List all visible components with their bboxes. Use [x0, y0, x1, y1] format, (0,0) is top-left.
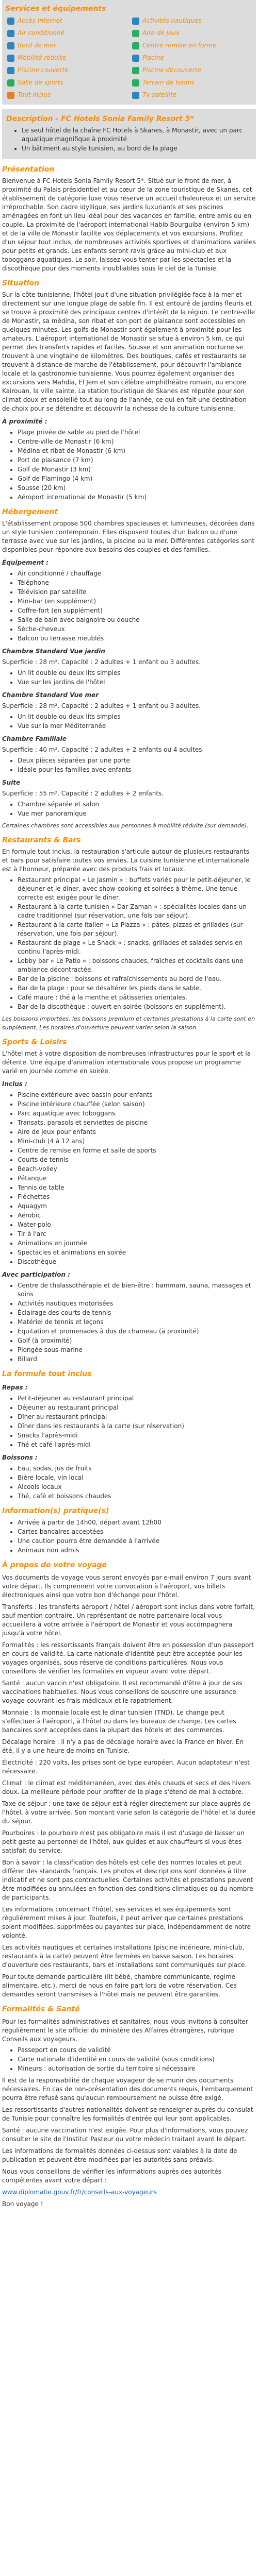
- service-label: Piscine découverte: [142, 66, 201, 74]
- situation-item: • Centre-ville de Monastir (6 km): [18, 437, 256, 446]
- service-item: [7, 41, 126, 50]
- description-item: • Un bâtiment au style tunisien, au bord de la plage: [22, 144, 252, 153]
- service-item: [132, 41, 251, 50]
- room-bullets: [18, 800, 256, 818]
- beach-icon: [7, 42, 14, 49]
- repas-item: • Thé et café l'après-midi: [18, 1440, 256, 1449]
- restauration-item: • Bar de la plage : pour se désaltérer les pieds dans le sable.: [18, 984, 256, 993]
- room-bullet-item: • Coffre-fort (en supplément): [18, 606, 256, 615]
- info-item: • Cartes bancaires acceptées: [18, 1528, 256, 1536]
- section-apropos: [2, 1560, 256, 1999]
- info-item: • Animaux non admis: [18, 1546, 256, 1555]
- sports-inclus-item: • Courts de tennis: [18, 1156, 256, 1164]
- restauration-item: • Restaurant de plage « Le Snack » : snacks, grillades et salades servis en continu l'après-midi.: [18, 939, 256, 956]
- section-presentation: [2, 164, 256, 273]
- restauration-bullets: [18, 876, 256, 1011]
- description-heading: Description - FC Hotels Sonia Family Resort 5*: [6, 115, 194, 123]
- service-item: [7, 29, 126, 38]
- sports-heading: Sports & Loisirs: [2, 1038, 67, 1046]
- repas-item: • Petit-déjeuner au restaurant principal: [18, 1394, 256, 1403]
- hebergement-heading: Hébergement: [2, 508, 58, 516]
- restauration-item: • Restaurant principal « Le Jasmin » : buffets variés pour le petit-déjeuner, le déjeuner et le dîner, avec show-cooking et soirées à thème. Une tenue correcte est exigée pour le dîner.: [18, 876, 256, 902]
- apropos-p9: Taxe de séjour : une taxe de séjour est à régler directement sur place auprès de l'hôtel, à votre arrivée. Son montant varie selon la catégorie de l'hôtel et la durée du séjour.: [2, 1800, 256, 1825]
- description-panel: [2, 109, 256, 159]
- repas-item: • Snacks l'après-midi: [18, 1431, 256, 1440]
- room-bullets: [18, 756, 256, 774]
- restauration-item: • Lobby bar « Le Patio » : boissons chaudes, fraîches et cocktails dans une ambiance décontractée.: [18, 957, 256, 974]
- description-bullets: [22, 126, 252, 153]
- tout-inclus-sub-repas: Repas :: [2, 1384, 28, 1391]
- rooms-list: [2, 558, 256, 818]
- outdoor-pool-icon: [132, 67, 139, 74]
- room-title: Chambre Standard Vue jardin: [2, 648, 105, 655]
- apropos-p14: Pour toute demande particulière (lit bébé, chambre communicante, régime alimentaire, etc.), merci de nous en faire part lors de votre réservation. Ces demandes seront transmises à l'hôtel mais ne peuvent être garanties.: [2, 1973, 237, 1998]
- restauration-item: • Restaurant à la carte italien « La Piazza » : pâtes, pizzas et grillades (sur réservation, une fois par séjour).: [18, 921, 256, 938]
- formalites-heading: Formalités & Santé: [2, 2005, 80, 2013]
- situation-item: • Golf de Monastir (3 km): [18, 465, 256, 474]
- sports-inclus-item: • Mini-club (4 à 12 ans): [18, 1137, 256, 1146]
- sports-payant-item: • Centre de thalassothérapie et de bien-être : hammam, sauna, massages et soins: [18, 1281, 256, 1299]
- hebergement-footnote: Certaines chambres sont accessibles aux personnes à mobilité réduite (sur demande).: [2, 822, 249, 829]
- sports-inclus-item: • Transats, parasols et serviettes de piscine: [18, 1118, 256, 1127]
- section-sports: [2, 1037, 256, 1364]
- sports-inclus-item: • Tir à l'arc: [18, 1230, 256, 1239]
- playground-icon: [132, 30, 139, 37]
- boissons-item: • Thé, café et boissons chaudes: [18, 1492, 256, 1501]
- formalites-p3: Les ressortissants d'autres nationalités doivent se renseigner auprès du consulat de Tunisie pour connaître les formalités d'entrée qui leur sont applicables.: [2, 2106, 253, 2122]
- apropos-p2: Transferts : les transferts aéroport / hôtel / aéroport sont inclus dans votre forfait, sauf mention contraire. Un représentant de notre partenaire local vous accueillera à votre arrivée à l'aéroport de Monastir et vous accompagnera jusqu'à votre hôtel.: [2, 1603, 255, 1637]
- room-bullet-item: • Balcon ou terrasse meublés: [18, 634, 256, 643]
- apropos-p8: Climat : le climat est méditerranéen, avec des étés chauds et secs et des hivers doux. La meilleure période pour profiter de la plage s'étend de mai à octobre.: [2, 1780, 251, 1795]
- situation-subheading: À proximité :: [2, 418, 47, 425]
- sports-inclus-item: • Tennis de table: [18, 1183, 256, 1192]
- situation-heading: Situation: [2, 279, 40, 287]
- sports-payant-item: • Plongée sous-marine: [18, 1346, 256, 1354]
- service-label: Tout inclus: [18, 91, 51, 98]
- service-item: [132, 29, 251, 38]
- tout-inclus-repas-bullets: [18, 1394, 256, 1449]
- service-label: Mobilité réduite: [18, 54, 67, 61]
- sports-inclus-item: • Animations en journée: [18, 1239, 256, 1248]
- formalites-item: • Carte nationale d'identité en cours de validité (sous conditions): [18, 2055, 256, 2064]
- tout-inclus-boissons-bullets: [18, 1464, 256, 1501]
- all-inclusive-icon: [7, 92, 14, 99]
- nautical-icon: [132, 18, 139, 25]
- service-label: Salle de sports: [18, 79, 63, 86]
- room-bullet-item: • Sèche-cheveux: [18, 625, 256, 634]
- situation-item: • Aéroport international de Monastir (5 km): [18, 493, 256, 502]
- service-item: [132, 54, 251, 62]
- boissons-item: • Alcools locaux: [18, 1483, 256, 1492]
- sports-payant-item: • Billard: [18, 1355, 256, 1364]
- section-hebergement: [2, 507, 256, 830]
- tout-inclus-sub-boissons: Boissons :: [2, 1454, 38, 1461]
- accessibility-icon: [7, 55, 14, 62]
- situation-item: • Plage privée de sable au pied de l'hôtel: [18, 428, 256, 437]
- room-bullet-item: • Vue sur les jardins de l'hôtel: [18, 678, 256, 687]
- service-item: [7, 66, 126, 75]
- apropos-p4: Santé : aucun vaccin n'est obligatoire. Il est recommandé d'être à jour de ses vaccinations habituelles. Nous vous conseillons de souscrire une assurance voyage couvrant les frais médicaux et le rapatriement.: [2, 1680, 243, 1704]
- room-bullet-item: • Idéale pour les familles avec enfants: [18, 766, 256, 774]
- section-restauration: [2, 835, 256, 1032]
- service-label: Piscine couverte: [18, 66, 69, 74]
- restauration-text: En formule tout inclus, la restauration s'articule autour de plusieurs restaurants et bars pour satisfaire toutes vos envies. La cuisine tunisienne et internationale est à l'honneur, préparée avec des produits frais et locaux.: [2, 848, 249, 873]
- tennis-icon: [132, 79, 139, 87]
- formalites-p5: Les informations de formalités données ci-dessus sont valables à la date de publication et peuvent être modifiées par les autorités sans préavis.: [2, 2147, 237, 2163]
- apropos-p5: Monnaie : la monnaie locale est le dinar tunisien (TND). Le change peut s'effectuer à l'aéroport, à l'hôtel ou dans les bureaux de change. Les cartes bancaires sont acceptées dans la plupart des hôtels et des commerces.: [2, 1709, 236, 1734]
- situation-item: • Sousse (20 km): [18, 484, 256, 493]
- sports-payant-item: • Éclairage des courts de tennis: [18, 1309, 256, 1317]
- service-label: Activités nautiques: [142, 17, 202, 24]
- presentation-heading: Présentation: [2, 165, 55, 174]
- formalites-p6: Nous vous conseillons de vérifier les informations auprès des autorités compétentes avant votre départ :: [2, 2168, 222, 2184]
- room-bullet-item: • Chambre séparée et salon: [18, 800, 256, 809]
- room-bullet-item: • Mini-bar (en supplément): [18, 597, 256, 606]
- service-label: Bord de mer: [18, 42, 56, 49]
- room-bullet-item: • Air conditionné / chauffage: [18, 569, 256, 578]
- gym-icon: [7, 79, 14, 87]
- room-bullets: [18, 669, 256, 687]
- room-bullet-item: • Télévision par satellite: [18, 588, 256, 597]
- formalites-p4: Santé : aucune vaccination n'est exigée. Pour plus d'informations, vous pouvez consulter le site de l'Institut Pasteur ou votre médecin traitant avant le départ.: [2, 2127, 248, 2143]
- section-formalites: [2, 2004, 256, 2209]
- service-label: Aire de jeux: [142, 29, 180, 37]
- info-item: • Une caution pourra être demandée à l'arrivée: [18, 1537, 256, 1546]
- room-bullets: [18, 713, 256, 731]
- apropos-p6: Décalage horaire : il n'y a pas de décalage horaire avec la France en hiver. En été, il y a une heure de moins en Tunisie.: [2, 1738, 244, 1754]
- apropos-p7: Électricité : 220 volts, les prises sont de type européen. Aucun adaptateur n'est nécessaire.: [2, 1759, 250, 1775]
- sports-inclus-item: • Parc aquatique avec toboggans: [18, 1109, 256, 1118]
- fitness-icon: [132, 42, 139, 49]
- sports-payant-item: • Activités nautiques motorisées: [18, 1299, 256, 1308]
- restauration-item: • Bar de la discothèque : ouvert en soirée (boissons en supplément).: [18, 1003, 256, 1011]
- apropos-p13: Les activités nautiques et certaines installations (piscine intérieure, mini-club, restaurants à la carte) peuvent être fermées en basse saison. Les horaires d'ouverture des restaurants, bars et installations sont communiqués sur place.: [2, 1944, 247, 1969]
- apropos-p3: Formalités : les ressortissants français doivent être en possession d'un passeport en cours de validité. La carte nationale d'identité peut être acceptée pour les voyages organisés, sous réserve de conditions particulières. Nous vous conseillons de vérifier les formalités en vigueur avant votre départ.: [2, 1641, 254, 1675]
- room-bullet-item: • Vue mer panoramique: [18, 809, 256, 818]
- situation-item: • Golf de Flamingo (4 km): [18, 474, 256, 483]
- situation-item: • Port de plaisance (7 km): [18, 456, 256, 465]
- services-panel: [2, 0, 256, 105]
- services-title: Services et équipements: [5, 5, 106, 13]
- service-item: [7, 78, 126, 87]
- room-title: Équipement :: [2, 559, 49, 566]
- service-item: [132, 78, 251, 87]
- room-bullet-item: • Salle de bain avec baignoire ou douche: [18, 616, 256, 624]
- info-heading: Information(s) pratique(s): [2, 1507, 109, 1515]
- sports-inclus-item: • Discothèque: [18, 1258, 256, 1266]
- section-info: [2, 1506, 256, 1555]
- sports-payant-item: • Golf (à proximité): [18, 1336, 256, 1345]
- room-text: Superficie : 55 m². Capacité : 2 adultes + 2 enfants.: [2, 790, 164, 797]
- description-item: • Le seul hôtel de la chaîne FC Hotels à Skanes, à Monastir, avec un parc aquatique magnifique à proximité: [22, 126, 252, 144]
- restauration-item: • Bar de la piscine : boissons et rafraîchissements au bord de l'eau.: [18, 975, 256, 984]
- pool-icon: [132, 55, 139, 62]
- formalites-p7: Bon voyage !: [2, 2200, 43, 2208]
- sports-inclus-item: • Piscine intérieure chauffée (selon saison): [18, 1100, 256, 1109]
- sports-sub-payant: Avec participation :: [2, 1271, 70, 1278]
- sports-inclus-item: • Pétanque: [18, 1174, 256, 1183]
- situation-bullets: [18, 428, 256, 502]
- room-text: Superficie : 28 m². Capacité : 2 adultes + 1 enfant ou 3 adultes.: [2, 702, 201, 709]
- sports-payant-item: • Équitation et promenades à dos de chameau (à proximité): [18, 1327, 256, 1336]
- repas-item: • Déjeuner au restaurant principal: [18, 1403, 256, 1412]
- sports-text: L'hôtel met à votre disposition de nombreuses infrastructures pour le sport et la détente. Une équipe d'animation internationale vous propose un programme varié en journée comme en soirée.: [2, 1050, 251, 1075]
- restauration-heading: Restaurants & Bars: [2, 836, 81, 844]
- internet-icon: [7, 18, 14, 25]
- room-bullet-item: • Vue sur la mer Méditerranée: [18, 722, 256, 731]
- room-bullet-item: • Téléphone: [18, 579, 256, 587]
- formalites-link[interactable]: www.diplomatie.gouv.fr/fr/conseils-aux-voyageurs: [2, 2189, 157, 2196]
- presentation-text: Bienvenue à FC Hotels Sonia Family Resort 5*. Situé sur le front de mer, à proximité du Palais présidentiel et au cœur de la zone touristique de Skanes, cet établissement de catégorie luxe vous réserve un accueil chaleureux et un service irréprochable. Son cadre idyllique, ses jardins luxuriants et ses piscines aménagées en font un lieu idéal pour des vacances en famille, entre amis ou en couple. La proximité de l'aéroport international Habib Bourguiba (environ 5 km) et de la ville de Monastir facilite vos déplacements et vos excursions. Profitez d'un séjour tout inclus, de nombreuses activités sportives et d'animations variées pour petits et grands. Les enfants seront ravis grâce au mini-club et aux toboggans aquatiques. Le soir, laissez-vous tenter par les spectacles et la discothèque pour des moments inoubliables sous le ciel de la Tunisie.: [2, 177, 256, 272]
- service-label: Accès Internet: [18, 17, 62, 24]
- sports-payant-item: • Matériel de tennis et leçons: [18, 1318, 256, 1327]
- restauration-item: • Café maure : thé à la menthe et pâtisseries orientales.: [18, 993, 256, 1002]
- apropos-p10: Pourboires : le pourboire n'est pas obligatoire mais il est d'usage de laisser un petit geste au personnel de l'hôtel, aux guides et aux chauffeurs si vous êtes satisfait du service.: [2, 1829, 245, 1854]
- sports-inclus-item: • Aire de jeux pour enfants: [18, 1128, 256, 1137]
- room-title: Chambre Standard Vue mer: [2, 691, 99, 699]
- service-label: Centre remise en forme: [142, 42, 217, 49]
- restauration-item: • Restaurant à la carte tunisien « Dar Zaman » : spécialités locales dans un cadre traditionnel (sur réservation, une fois par séjour).: [18, 903, 256, 920]
- sports-inclus-item: • Aquagym: [18, 1202, 256, 1211]
- service-label: Terrain de tennis: [142, 79, 195, 86]
- restauration-note: Les boissons importées, les boissons premium et certaines prestations à la carte sont en supplément. Les horaires d'ouverture peuvent varier selon la saison.: [2, 1015, 255, 1031]
- sports-inclus-item: • Centre de remise en forme et salle de sports: [18, 1146, 256, 1155]
- services-grid: [5, 16, 253, 99]
- situation-item: • Médina et ribat de Monastir (6 km): [18, 447, 256, 455]
- formalites-item: • Passeport en cours de validité: [18, 2046, 256, 2055]
- service-item: [132, 91, 251, 99]
- room-bullet-item: • Un lit double ou deux lits simples: [18, 669, 256, 677]
- sports-inclus-item: • Spectacles et animations en soirée: [18, 1248, 256, 1257]
- room-title: Chambre Familiale: [2, 735, 67, 742]
- sports-inclus-item: • Beach-volley: [18, 1165, 256, 1174]
- tv-icon: [132, 92, 139, 99]
- aircon-icon: [7, 30, 14, 37]
- service-label: Tv satellite: [142, 91, 177, 98]
- room-text: Superficie : 28 m². Capacité : 2 adultes + 1 enfant ou 3 adultes.: [2, 658, 201, 666]
- room-bullet-item: • Un lit double ou deux lits simples: [18, 713, 256, 721]
- info-item: • Arrivée à partir de 14h00, départ avant 12h00: [18, 1518, 256, 1527]
- sports-inclus-item: • Fléchettes: [18, 1193, 256, 1201]
- service-item: [132, 16, 251, 25]
- room-title: Suite: [2, 779, 21, 786]
- apropos-p11: Bon à savoir : la classification des hôtels est celle des normes locales et peut différer des standards français. Les photos et descriptions sont données à titre indicatif et ne sont pas contractuelles. Certaines activités et prestations peuvent être modifiées ou annulées en fonction des conditions climatiques ou du nombre de participants.: [2, 1859, 253, 1901]
- service-item: [7, 91, 126, 99]
- service-label: Air conditionné: [18, 29, 64, 37]
- repas-item: • Dîner au restaurant principal: [18, 1413, 256, 1421]
- service-item: [7, 54, 126, 62]
- service-item: [132, 66, 251, 75]
- info-bullets: [18, 1518, 256, 1555]
- sports-inclus-item: • Water-polo: [18, 1221, 256, 1229]
- sports-payant-bullets: [18, 1281, 256, 1364]
- apropos-p1: Vos documents de voyage vous seront envoyés par e-mail environ 7 jours avant votre départ. Ils comprennent votre convocation à l'aéroport, vos billets électroniques ainsi que votre bon d'échange pour l'hôtel.: [2, 1574, 251, 1599]
- indoor-pool-icon: [7, 67, 14, 74]
- formalites-p2: Il est de la responsabilité de chaque voyageur de se munir des documents nécessaires. En cas de non-présentation des documents requis, l'embarquement pourra être refusé sans qu'aucun remboursement ne puisse être exigé.: [2, 2077, 253, 2102]
- apropos-heading: À propos de votre voyage: [2, 1561, 107, 1569]
- room-text: Superficie : 40 m². Capacité : 2 adultes + 2 enfants ou 4 adultes.: [2, 746, 204, 753]
- formalites-bullets: [18, 2046, 256, 2073]
- sports-inclus-item: • Aérobic: [18, 1211, 256, 1220]
- hebergement-text: L'établissement propose 500 chambres spacieuses et lumineuses, décorées dans un style tunisien contemporain. Elles disposent toutes d'un balcon ou d'une terrasse avec vue sur les jardins, la piscine ou la mer. Différentes catégories sont disponibles pour répondre aux besoins des couples et des familles.: [2, 520, 255, 553]
- room-bullets: [18, 569, 256, 643]
- service-label: Piscine: [142, 54, 164, 61]
- formalites-item: • Mineurs : autorisation de sortie du territoire si nécessaire: [18, 2064, 256, 2073]
- section-situation: [2, 278, 256, 502]
- apropos-p12: Les informations concernant l'hôtel, ses services et ses équipements sont régulièrement mises à jour. Toutefois, il peut arriver que certaines prestations soient modifiées, supprimées ou payantes sur place, indépendamment de notre volonté.: [2, 1906, 251, 1939]
- formalites-p1: Pour les formalités administratives et sanitaires, nous vous invitons à consulter régulièrement le site officiel du ministère des Affaires étrangères, rubrique Conseils aux voyageurs.: [2, 2018, 248, 2043]
- sports-inclus-item: • Piscine extérieure avec bassin pour enfants: [18, 1091, 256, 1099]
- sports-sub-inclus: Inclus :: [2, 1080, 27, 1088]
- tout-inclus-heading: La formule tout inclus: [2, 1370, 92, 1378]
- sports-inclus-bullets: [18, 1091, 256, 1266]
- boissons-item: • Bière locale, vin local: [18, 1473, 256, 1482]
- room-bullet-item: • Deux pièces séparées par une porte: [18, 756, 256, 765]
- repas-item: • Dîner dans les restaurants à la carte (sur réservation): [18, 1422, 256, 1431]
- situation-text: Sur la côte tunisienne, l'hôtel jouit d'une situation privilégiée face à la mer et directement sur une longue plage de sable fin. Il est entouré de jardins fleuris et se trouve à proximité des principaux centres d'intérêt de la région. Le centre-ville de Monastir, sa médina, son ribat et son port de plaisance sont accessibles en quelques minutes. Les golfs de Monastir sont également à proximité pour les amateurs. L'aéroport international de Monastir se situe à environ 5 km, ce qui permet des transferts rapides et faciles. Sousse et son animation nocturne se trouvent à une vingtaine de kilomètres. Des boutiques, cafés et restaurants se trouvent à distance de marche de l'établissement, pour découvrir l'ambiance locale et la gastronomie tunisienne. Vous pourrez également organiser des excursions vers Mahdia, El Jem et son célèbre amphithéâtre romain, ou encore Kairouan, la ville sainte. La station touristique de Skanes est réputée pour son climat doux et ensoleillé tout au long de l'année, ce qui en fait une destination de choix pour se détendre et découvrir la richesse de la culture tunisienne.: [2, 291, 255, 412]
- service-item: [7, 16, 126, 25]
- section-tout-inclus: [2, 1369, 256, 1501]
- boissons-item: • Eau, sodas, jus de fruits: [18, 1464, 256, 1473]
